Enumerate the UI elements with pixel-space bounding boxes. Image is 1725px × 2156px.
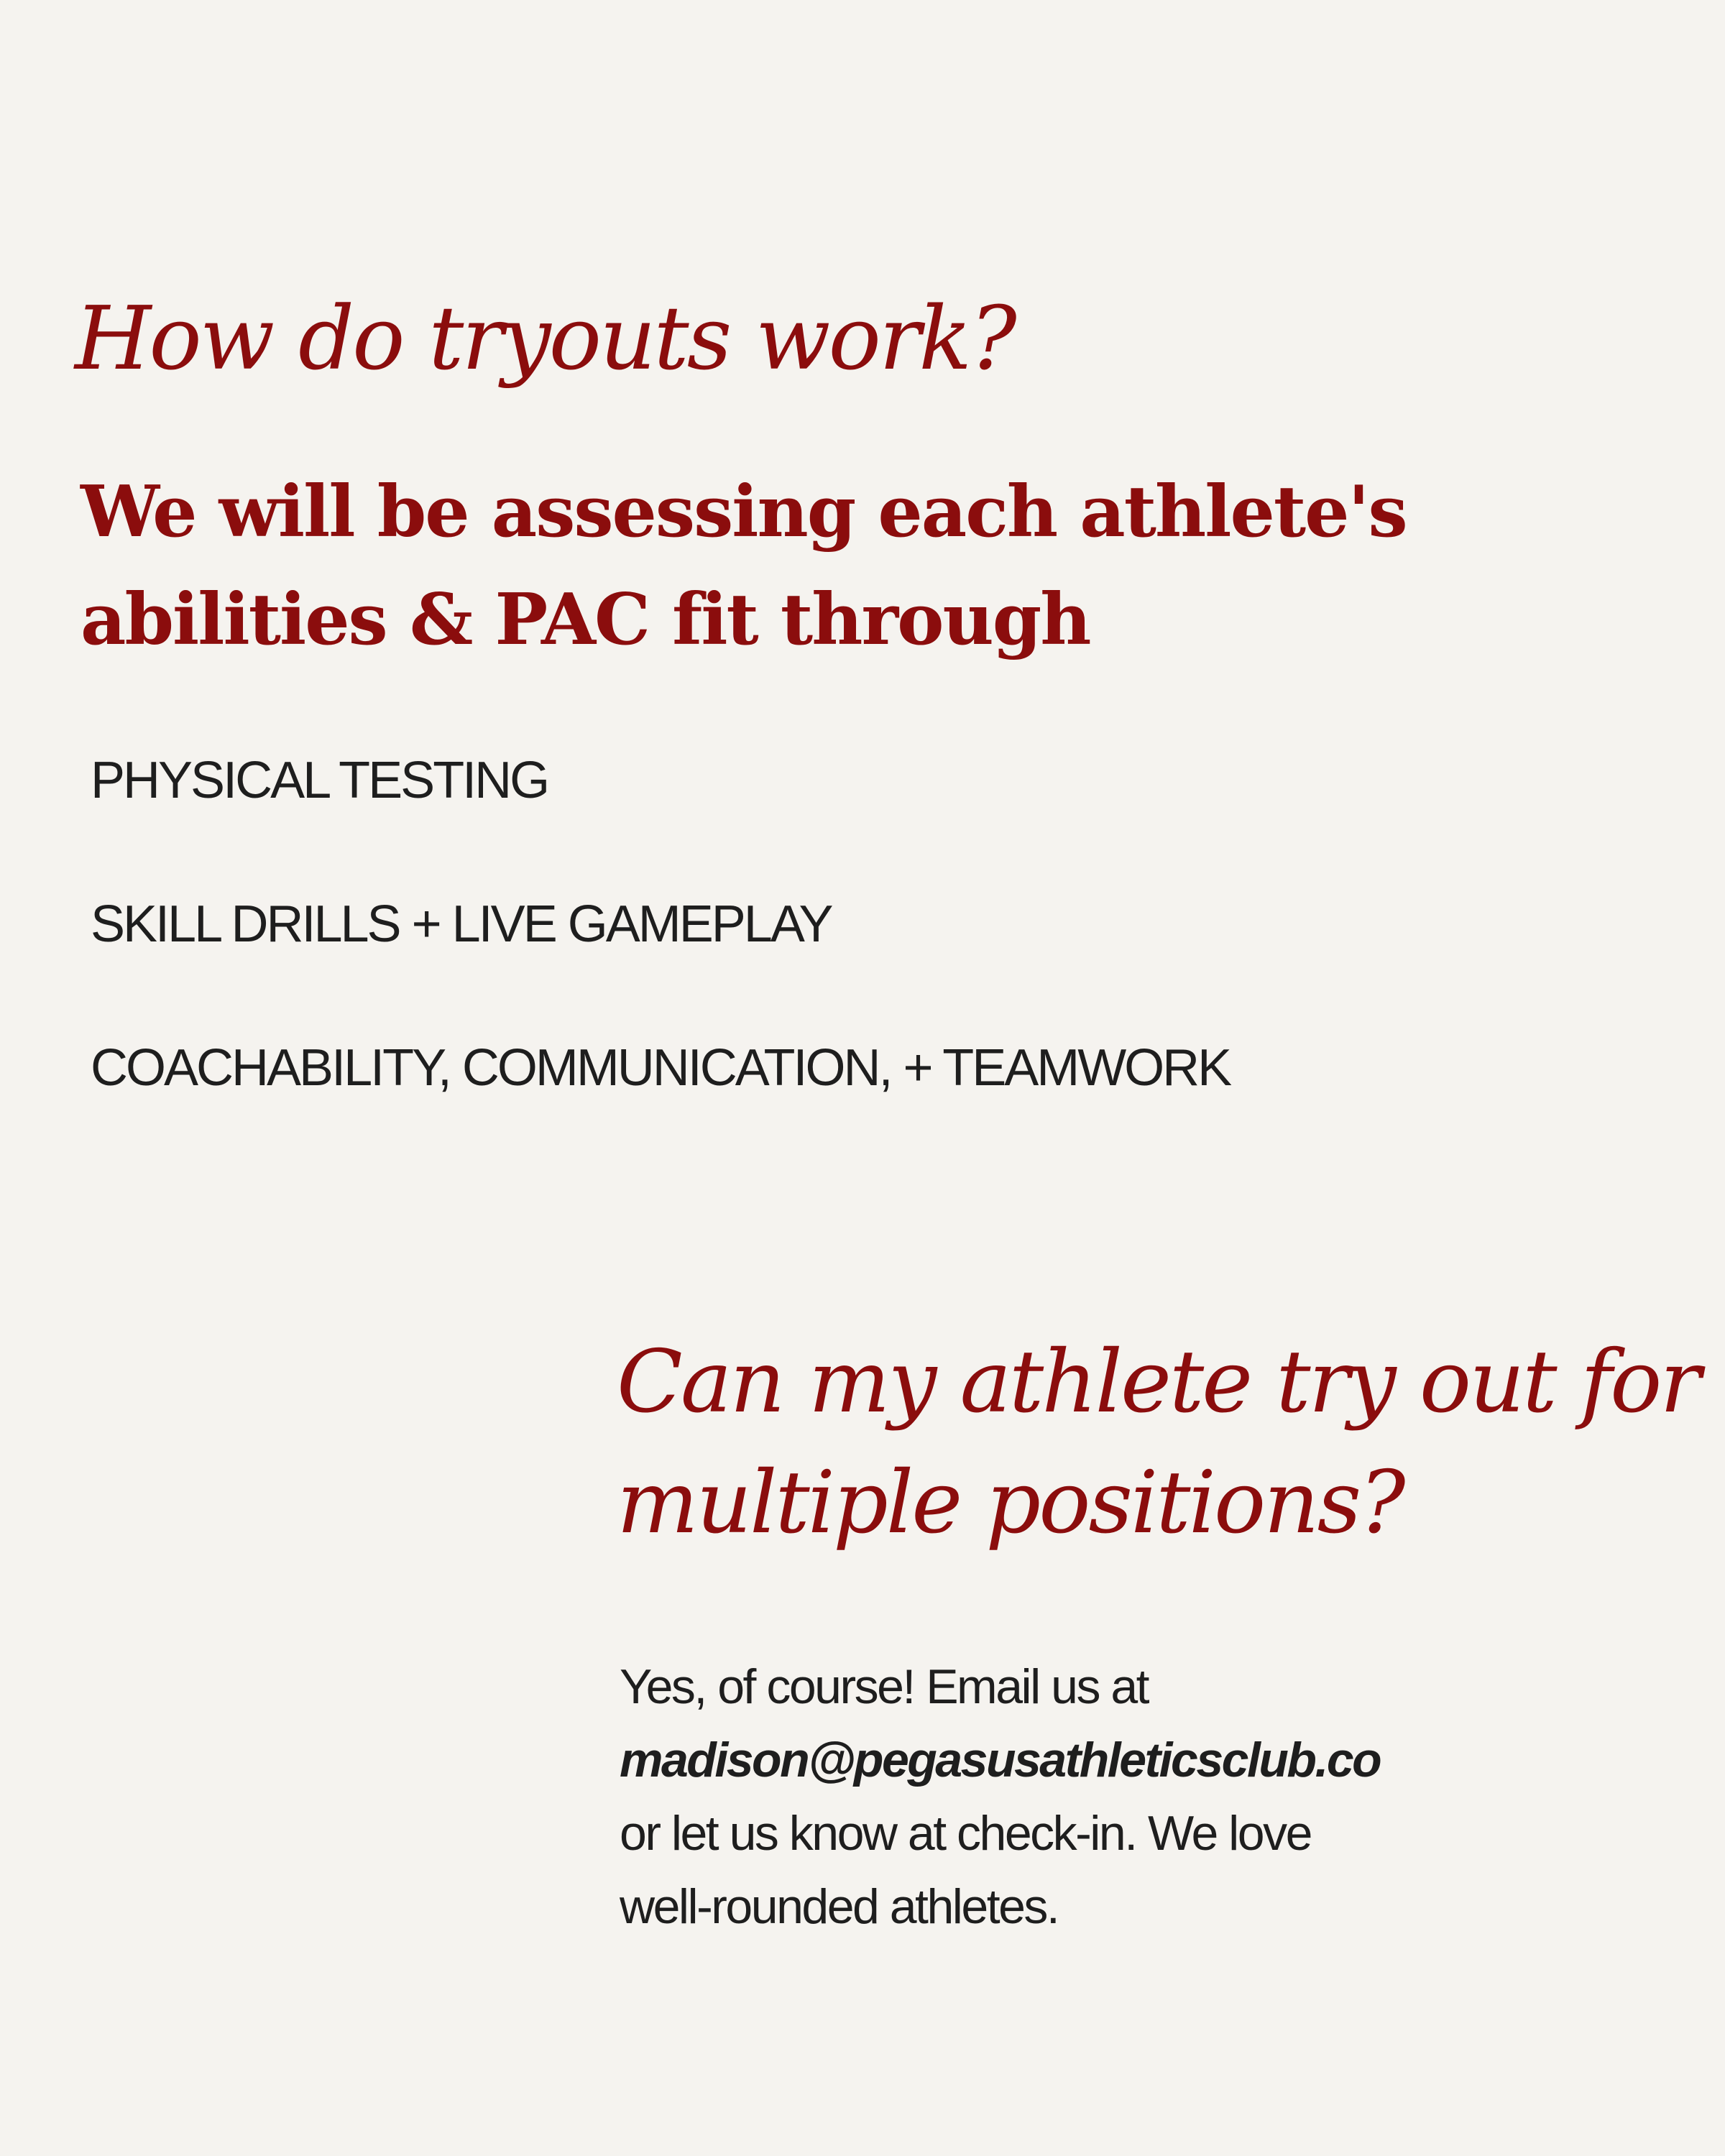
assessment-intro-line: We will be assessing each athlete's (80, 471, 1407, 553)
assessment-intro (80, 459, 1407, 674)
assessment-item-skill-drills: SKILL DRILLS + LIVE GAMEPLAY (91, 895, 832, 953)
positions-question-heading (617, 1322, 1699, 1564)
answer-line: Yes, of course! Email us at (620, 1659, 1149, 1714)
answer-line: well-rounded athletes. (620, 1879, 1059, 1934)
positions-question-line: multiple positions? (617, 1453, 1404, 1553)
assessment-intro-line: abilities & PAC fit through (80, 579, 1090, 661)
positions-answer (620, 1650, 1380, 1943)
assessment-item-coachability: COACHABILITY, COMMUNICATION, + TEAMWORK (91, 1039, 1230, 1097)
tryouts-question-heading: How do tryouts work? (75, 287, 1015, 390)
assessment-criteria-list (91, 752, 1230, 1186)
answer-line: or let us know at check-in. We love (620, 1806, 1311, 1861)
positions-question-line: Can my athlete try out for (617, 1332, 1699, 1432)
assessment-item-physical-testing: PHYSICAL TESTING (91, 752, 548, 809)
contact-email-link[interactable]: madison@pegasusathleticsclub.co (620, 1733, 1381, 1787)
